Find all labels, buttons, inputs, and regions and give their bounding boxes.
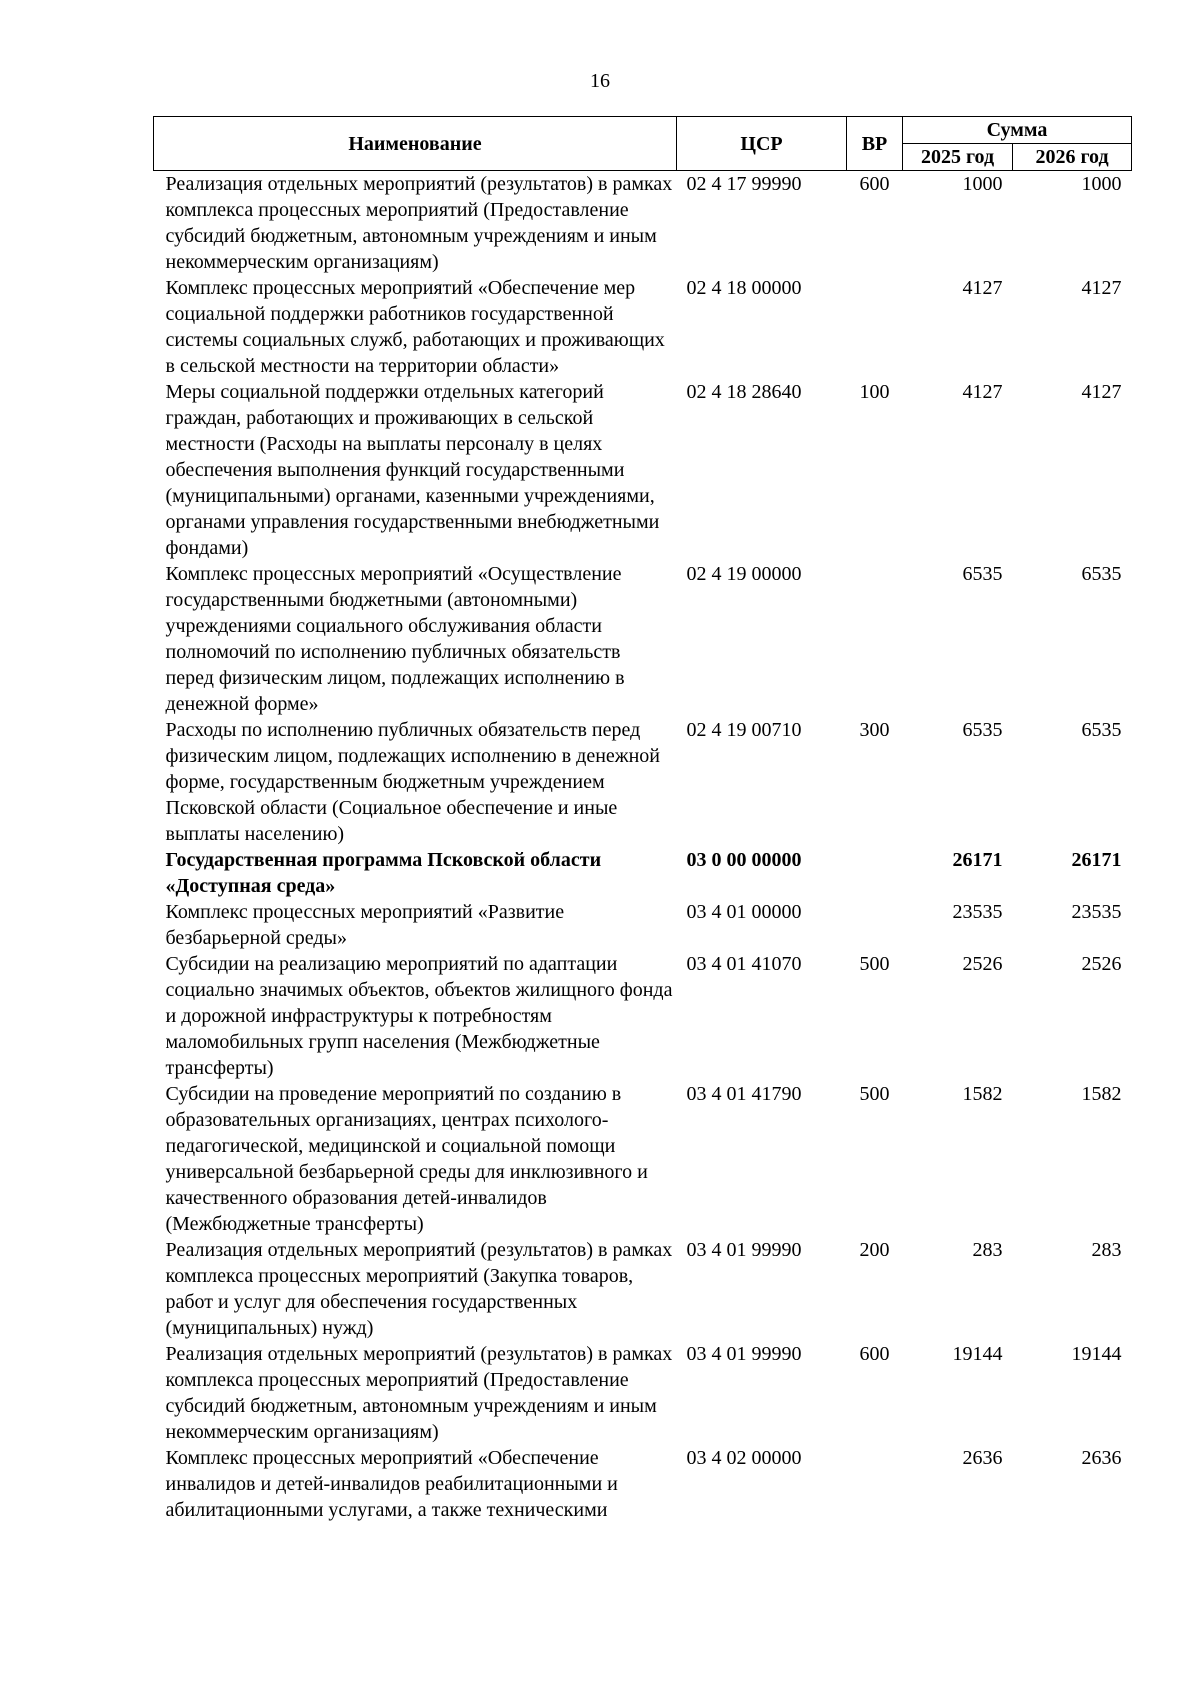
cell-2026: 1582 — [1081, 1083, 1122, 1105]
header-name: Наименование — [154, 117, 677, 171]
cell-2025: 1000 — [962, 173, 1003, 195]
cell-2025: 2526 — [962, 953, 1003, 975]
table-row — [154, 275, 1132, 379]
table-row — [154, 1341, 1132, 1445]
cell-csr: 03 4 01 99990 — [686, 1239, 802, 1261]
cell-vr: 600 — [859, 1343, 890, 1365]
cell-csr: 03 4 01 99990 — [686, 1343, 802, 1365]
cell-2026: 4127 — [1081, 277, 1122, 299]
cell-vr: 300 — [859, 719, 890, 741]
header-year-2025: 2025 год — [903, 144, 1013, 171]
cell-name: Субсидии на реализацию мероприятий по адаптации социально значимых объектов, объектов жилищного фонда и дорожной инфраструктуры к потребностям маломобильных групп населения (Межбюджетные трансферты) — [165, 953, 673, 1079]
cell-vr — [847, 275, 903, 379]
table-row — [154, 1081, 1132, 1237]
cell-2025: 23535 — [952, 901, 1003, 923]
cell-vr: 200 — [859, 1239, 890, 1261]
cell-2025: 1582 — [962, 1083, 1003, 1105]
cell-name: Реализация отдельных мероприятий (результатов) в рамках комплекса процессных мероприятий (Предоставление субсидий бюджетным, автономным учреждениям и иным некоммерческим организациям) — [165, 1343, 673, 1443]
table-row — [154, 951, 1132, 1081]
budget-table — [153, 116, 1132, 1523]
cell-vr: 600 — [859, 173, 890, 195]
table-row — [154, 1445, 1132, 1523]
cell-name: Комплекс процессных мероприятий «Обеспечение мер социальной поддержки работников государственной системы социальных служб, работающих и проживающих в сельской местности на территории области» — [165, 277, 665, 377]
page-number: 16 — [590, 70, 610, 92]
cell-2025: 19144 — [952, 1343, 1003, 1365]
cell-2025: 2636 — [962, 1447, 1003, 1469]
cell-vr — [847, 847, 903, 899]
cell-2025: 26171 — [952, 849, 1003, 871]
table-row — [154, 171, 1132, 276]
table-row — [154, 847, 1132, 899]
table-row — [154, 1237, 1132, 1341]
cell-name: Субсидии на проведение мероприятий по созданию в образовательных организациях, центрах психолого-педагогической, медицинской и социальной помощи универсальной безбарьерной среды для инклюзивного и качественного образования детей-инвалидов (Межбюджетные трансферты) — [165, 1083, 648, 1235]
cell-name: Комплекс процессных мероприятий «Обеспечение инвалидов и детей-инвалидов реабилитационными и абилитационными услугами, а также техническими — [165, 1447, 618, 1521]
cell-2026: 23535 — [1071, 901, 1122, 923]
cell-csr: 03 4 02 00000 — [686, 1447, 802, 1469]
cell-2025: 6535 — [962, 563, 1003, 585]
cell-name: Расходы по исполнению публичных обязательств перед физическим лицом, подлежащих исполнению в денежной форме, государственным бюджетным учреждением Псковской области (Социальное обеспечение и иные выплаты населению) — [165, 719, 661, 845]
cell-vr: 100 — [859, 381, 890, 403]
cell-csr: 02 4 19 00000 — [686, 563, 802, 585]
cell-csr: 03 4 01 41070 — [686, 953, 802, 975]
cell-csr: 03 4 01 00000 — [686, 901, 802, 923]
table-row — [154, 899, 1132, 951]
cell-vr: 500 — [859, 1083, 890, 1105]
cell-2026: 283 — [1091, 1239, 1122, 1261]
cell-2025: 6535 — [962, 719, 1003, 741]
cell-2026: 2526 — [1081, 953, 1122, 975]
header-vr: ВР — [847, 117, 903, 171]
cell-name: Комплекс процессных мероприятий «Осуществление государственными бюджетными (автономными) учреждениями социального обслуживания области полномочий по исполнению публичных обязательств перед физическим лицом, подлежащих исполнению в денежной форме» — [165, 563, 625, 715]
cell-2026: 19144 — [1071, 1343, 1122, 1365]
cell-2026: 4127 — [1081, 381, 1122, 403]
header-year-2026: 2026 год — [1013, 144, 1132, 171]
cell-csr: 02 4 18 00000 — [686, 277, 802, 299]
cell-2026: 1000 — [1081, 173, 1122, 195]
cell-name: Государственная программа Псковской области «Доступная среда» — [165, 849, 602, 897]
cell-name: Реализация отдельных мероприятий (результатов) в рамках комплекса процессных мероприятий (Закупка товаров, работ и услуг для обеспечения государственных (муниципальных) нужд) — [165, 1239, 673, 1339]
cell-name: Комплекс процессных мероприятий «Развитие безбарьерной среды» — [165, 901, 565, 949]
cell-2025: 4127 — [962, 381, 1003, 403]
cell-csr: 02 4 17 99990 — [686, 173, 802, 195]
table-row — [154, 717, 1132, 847]
cell-csr: 03 0 00 00000 — [686, 849, 802, 871]
header-sum: Сумма — [903, 117, 1132, 144]
cell-2025: 283 — [972, 1239, 1003, 1261]
table-row — [154, 561, 1132, 717]
cell-2026: 6535 — [1081, 563, 1122, 585]
cell-2026: 6535 — [1081, 719, 1122, 741]
cell-csr: 03 4 01 41790 — [686, 1083, 802, 1105]
cell-vr — [847, 899, 903, 951]
table-row — [154, 379, 1132, 561]
header-csr: ЦСР — [677, 117, 847, 171]
cell-vr: 500 — [859, 953, 890, 975]
cell-2026: 26171 — [1071, 849, 1122, 871]
cell-2026: 2636 — [1081, 1447, 1122, 1469]
cell-2025: 4127 — [962, 277, 1003, 299]
cell-csr: 02 4 19 00710 — [686, 719, 802, 741]
cell-name: Реализация отдельных мероприятий (результатов) в рамках комплекса процессных мероприятий (Предоставление субсидий бюджетным, автономным учреждениям и иным некоммерческим организациям) — [165, 173, 673, 273]
cell-vr — [847, 1445, 903, 1523]
cell-csr: 02 4 18 28640 — [686, 381, 802, 403]
table-header — [154, 117, 1132, 171]
table-body — [154, 171, 1132, 1524]
cell-name: Меры социальной поддержки отдельных категорий граждан, работающих и проживающих в сельской местности (Расходы на выплаты персоналу в целях обеспечения выполнения функций государственными (муниципальными) органами, казенными учреждениями, органами управления государственными внебюджетными фондами) — [165, 381, 660, 559]
cell-vr — [847, 561, 903, 717]
